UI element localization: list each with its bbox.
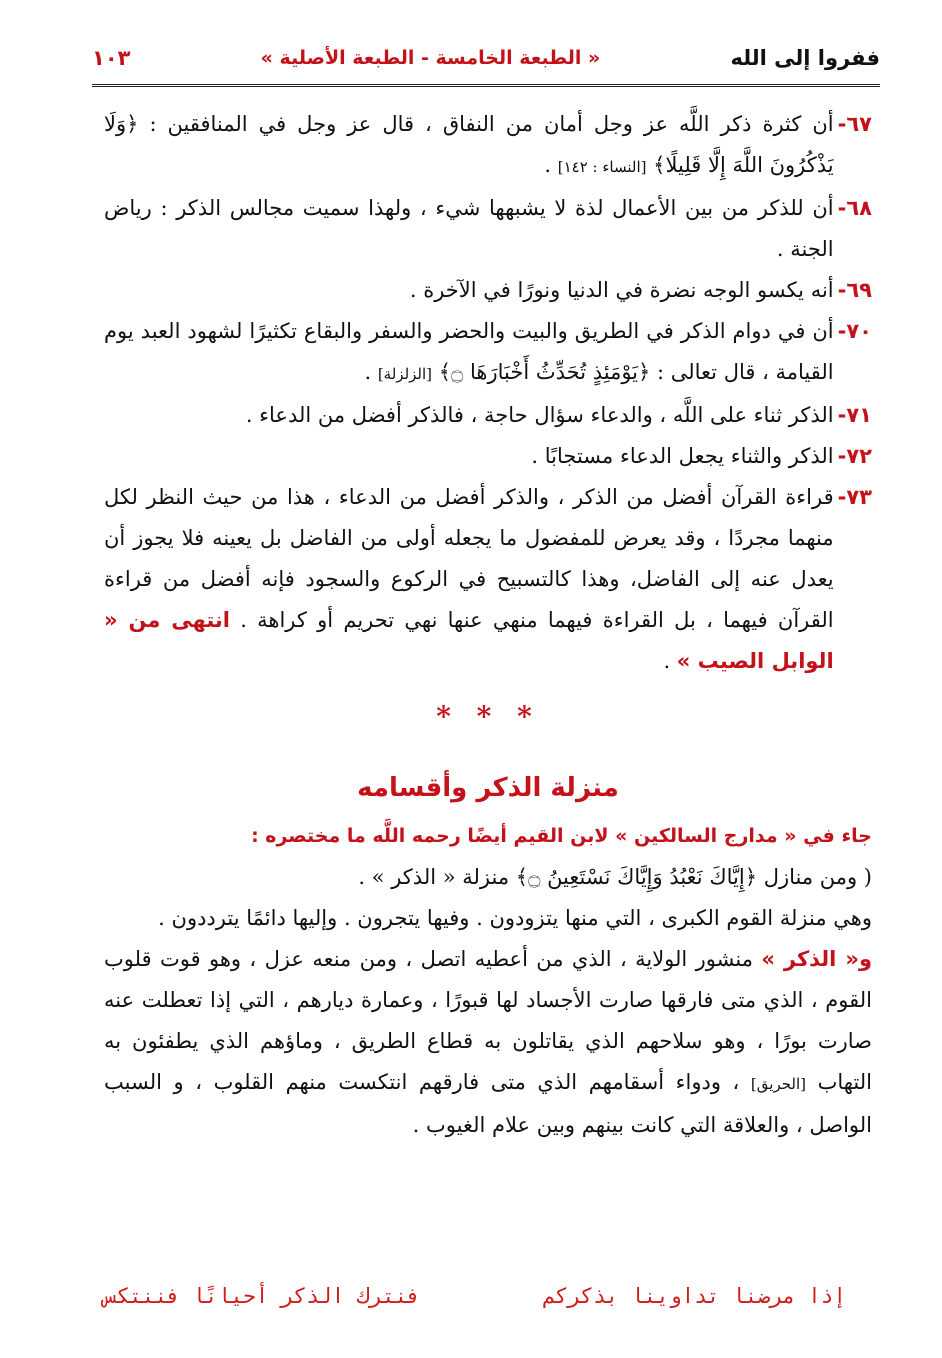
item-body: أن في دوام الذكر في الطريق والبيت والحضر والسفر والبقاع تكثيرًا لشهود العبد يوم القيامة ، قال تعالى : — [104, 319, 834, 384]
quran-verse: ﴿يَوْمَئِذٍ تُحَدِّثُ أَخْبَارَهَا ۝﴾ — [438, 360, 651, 384]
item-tail: . — [364, 360, 378, 384]
item-body: أن كثرة ذكر اللَّه عز وجل أمان من النفاق ، قال عز وجل في المنافقين : — [138, 112, 834, 136]
poem-hemistich-first: إذا مرضنا تداوينا بذكركم — [542, 1284, 846, 1308]
poem-hemistich-second: فنترك الذكر أحيانًا فننتكس — [104, 1284, 421, 1308]
item-tail: . — [663, 649, 677, 673]
item-number: ٦٧- — [837, 112, 872, 136]
list-item-71 — [104, 395, 872, 436]
list-item-72 — [104, 436, 872, 477]
item-number: ٧١- — [837, 403, 872, 427]
source-citation: انتهى من « الوابل الصيب » — [104, 608, 834, 673]
item-text — [104, 104, 834, 188]
section-intro: جاء في « مدارج السالكين » لابن القيم أيضًا رحمه اللَّه ما مختصره : — [251, 825, 872, 847]
section-separator: * * * — [436, 700, 540, 733]
highlighted-term: و« الذكر » — [761, 947, 872, 971]
edition-label: « الطبعة الخامسة - الطبعة الأصلية » — [260, 47, 601, 69]
item-number: ٧٠- — [837, 319, 872, 343]
item-text — [104, 311, 834, 395]
verse-reference: [الزلزلة] — [377, 365, 433, 383]
paragraph-3 — [104, 939, 872, 1146]
list-item-73 — [104, 477, 872, 682]
paragraph-text: منزلة « الذكر » . — [358, 865, 516, 889]
book-title: ففروا إلى الله — [730, 46, 880, 70]
item-text: أنه يكسو الوجه نضرة في الدنيا ونورًا في الآخرة . — [409, 278, 834, 302]
list-item-69 — [104, 270, 872, 311]
item-text: الذكر ثناء على اللَّه ، والدعاء سؤال حاجة ، فالذكر أفضل من الدعاء . — [245, 403, 834, 427]
section-heading: منزلة الذكر وأقسامه — [357, 773, 619, 803]
item-text: الذكر والثناء يجعل الدعاء مستجابًا . — [531, 444, 834, 468]
page-body — [104, 104, 872, 1146]
running-header — [92, 38, 880, 78]
item-number: ٧٣- — [837, 485, 872, 509]
paragraph-text: ، ودواء أسقامهم الذي متى فارقهم انتكست منهم القلوب ، و السبب الواصل ، والعلاقة التي كانت بينهم وبين علام الغيوب . — [104, 1070, 872, 1137]
item-number: ٦٨- — [837, 196, 872, 220]
page-number: ١٠٣ — [92, 46, 131, 70]
item-number: ٦٩- — [837, 278, 872, 302]
paragraph-text: ( ومن منازل — [757, 865, 872, 889]
item-tail: . — [544, 153, 558, 177]
paragraph-2: وهي منزلة القوم الكبرى ، التي منها يتزودون . وفيها يتجرون . وإليها دائمًا يترددون . — [158, 906, 872, 930]
header-divider — [92, 84, 880, 87]
item-text: أن للذكر من بين الأعمال لذة لا يشبهها شيء ، ولهذا سميت مجالس الذكر : رياض الجنة . — [104, 196, 834, 261]
item-text — [104, 477, 834, 682]
list-item-70 — [104, 311, 872, 395]
item-body: قراءة القرآن أفضل من الذكر ، والذكر أفضل من الدعاء ، هذا من حيث النظر لكل منهما مجردًا ، وقد يعرض للمفضول ما يجعله أولى من الفاضل بل يعينه فلا يجوز أن يعدل عنه إلى الفاضل، وهذا كالتسبيح في الركوع والسجود فإنه أفضل من قراءة القرآن فيهما ، بل القراءة فيهما منهي عنها نهي تحريم أو كراهة . — [104, 485, 834, 632]
list-item-67 — [104, 104, 872, 188]
quran-verse: ﴿إِيَّاكَ نَعْبُدُ وَإِيَّاكَ نَسْتَعِينُ ۝﴾ — [515, 865, 758, 889]
bracket-note: [الحريق] — [750, 1075, 806, 1093]
item-number: ٧٢- — [837, 444, 872, 468]
list-item-68 — [104, 188, 872, 270]
verse-reference: [النساء : ١٤٢] — [557, 158, 647, 176]
poem-verse — [104, 1284, 846, 1308]
paragraph-1 — [104, 857, 872, 898]
quran-verse: ﴿وَلَا يَذْكُرُونَ اللَّهَ إِلَّا قَلِيلًا﴾ — [104, 112, 834, 177]
paragraph-text: منشور الولاية ، الذي من أعطيه اتصل ، ومن منعه عزل ، وهو قوت قلوب القوم ، الذي متى فارقها صارت الأجساد لها قبورًا ، وعمارة ديارهم ، التي إذا تعطلت عنه صارت بورًا ، وهو سلاحهم الذي يقاتلون به قطاع الطريق ، وماؤهم الذي يطفئون به التهاب — [104, 947, 872, 1094]
